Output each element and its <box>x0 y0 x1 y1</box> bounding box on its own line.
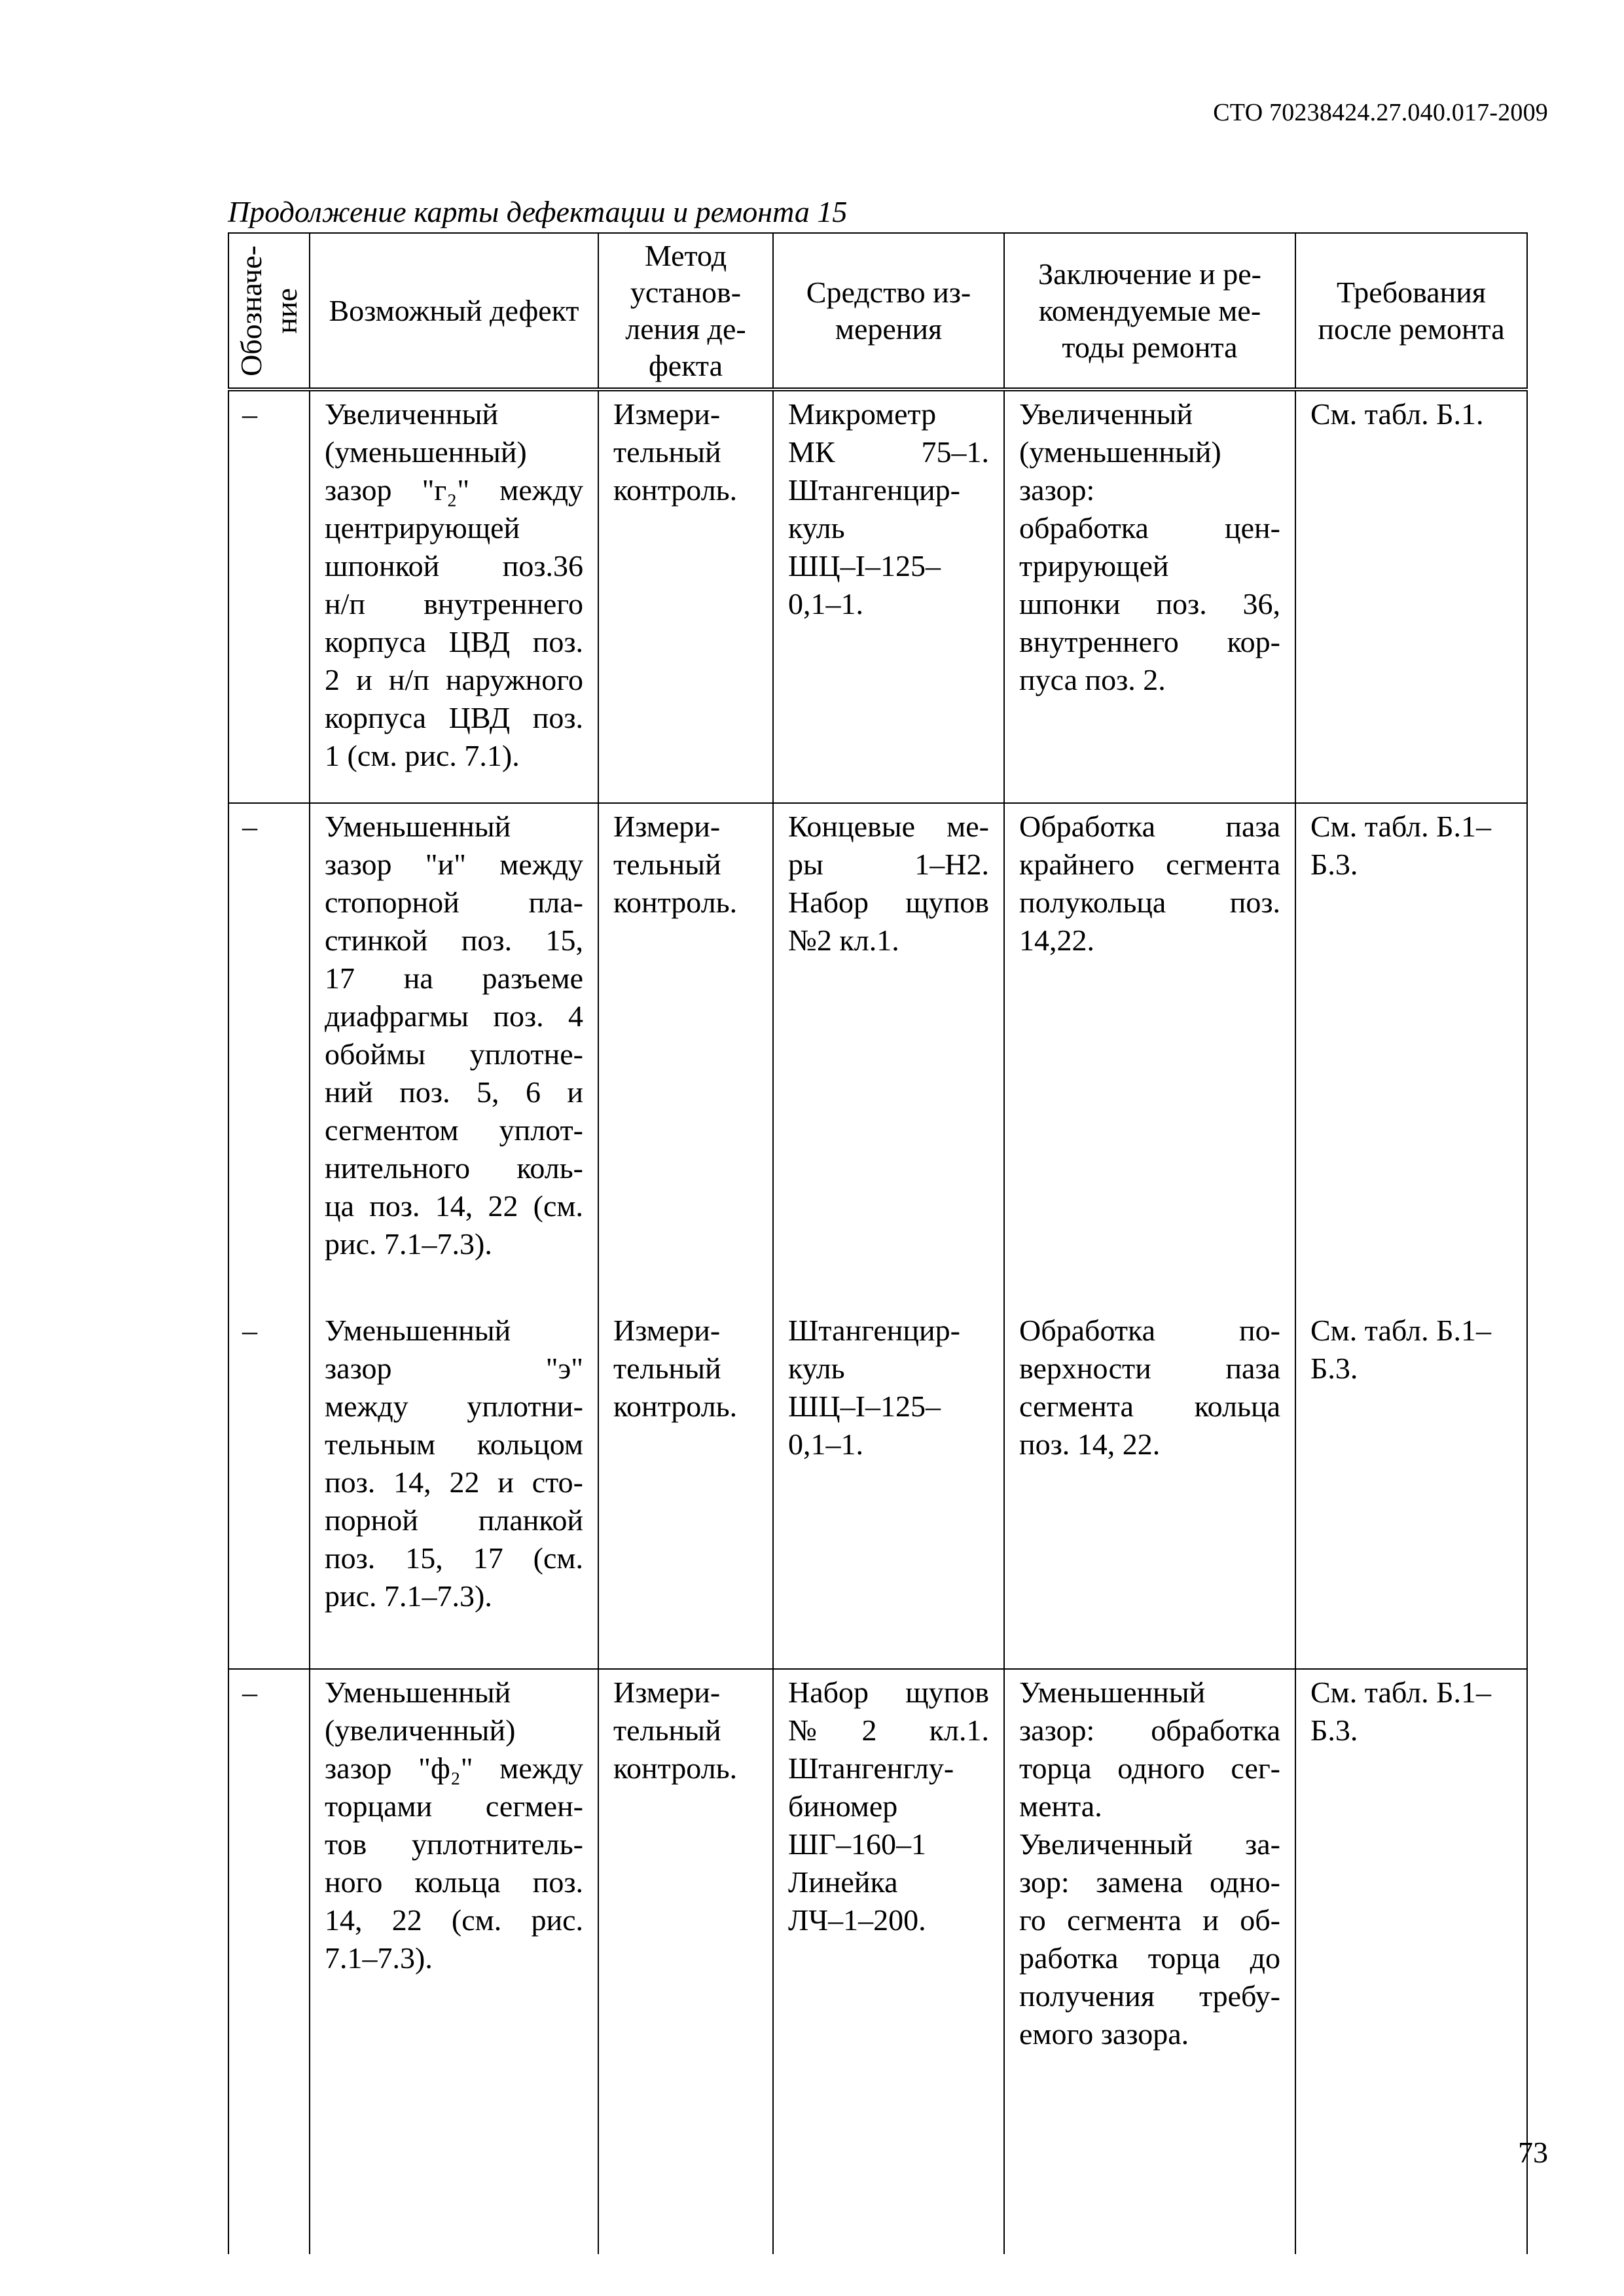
cell-line: №2 кл.1. <box>788 1713 989 1747</box>
cell-line: куль <box>788 511 845 545</box>
cell-line: работка торца до <box>1019 1941 1280 1975</box>
cell-line: рис. 7.1–7.3). <box>325 1227 492 1261</box>
cell-line: емого зазора. <box>1019 2017 1189 2051</box>
header-defect: Возможный дефект <box>310 233 598 389</box>
cell-line: тельный <box>613 435 721 469</box>
header-instrument: Средство из-мерения <box>773 233 1004 389</box>
cell-designation <box>228 1669 310 2254</box>
cell-line: тельным кольцом <box>325 1427 583 1461</box>
cell-instrument <box>773 803 1004 1308</box>
cell-line: Б.3. <box>1310 848 1358 881</box>
table-row <box>228 1669 1527 2254</box>
table-row <box>228 803 1527 1308</box>
cell-designation <box>228 1308 310 1669</box>
cell-requirements <box>1295 389 1527 803</box>
cell-line: Концевые ме- <box>788 810 989 843</box>
cell-line: зор: замена одно- <box>1019 1865 1280 1899</box>
cell-line: центрирующей <box>325 511 520 545</box>
table-body <box>228 389 1527 2254</box>
cell-line: ШЦ–I–125– <box>788 549 941 583</box>
cell-line: ШГ–160–1 <box>788 1827 926 1861</box>
page-number: 73 <box>1518 2136 1548 2169</box>
cell-line: получения требу- <box>1019 1979 1280 2013</box>
designation-text: – <box>242 397 257 431</box>
cell-line: 2 и н/п наружного <box>325 663 583 696</box>
cell-line: полукольца поз. <box>1019 886 1280 919</box>
cell-line: Набор щупов <box>788 886 989 919</box>
cell-line: МК 75–1. <box>788 435 989 469</box>
table-header-row <box>228 233 1527 389</box>
cell-designation <box>228 803 310 1308</box>
cell-instrument <box>773 1669 1004 2254</box>
cell-conclusion <box>1004 1308 1295 1669</box>
cell-method <box>598 803 773 1308</box>
cell-line: поз. 15, 17 (см. <box>325 1541 583 1575</box>
cell-line: нительного коль- <box>325 1151 583 1185</box>
table-row <box>228 389 1527 803</box>
header-method: Метод установ-ления де-фекта <box>598 233 773 389</box>
cell-conclusion <box>1004 1669 1295 2254</box>
cell-requirements <box>1295 803 1527 1308</box>
cell-line: тельный <box>613 1713 721 1747</box>
cell-line: Увеличенный за- <box>1019 1827 1280 1861</box>
cell-line: (уменьшенный) <box>325 435 527 469</box>
cell-line: корпуса ЦВД поз. <box>325 701 583 734</box>
cell-line: мента. <box>1019 1789 1102 1823</box>
cell-line: внутреннего кор- <box>1019 625 1280 658</box>
cell-line: См. табл. Б.1– <box>1310 1314 1491 1347</box>
cell-requirements <box>1295 1308 1527 1669</box>
cell-line: См. табл. Б.1. <box>1310 397 1484 431</box>
cell-line: См. табл. Б.1– <box>1310 810 1491 843</box>
cell-line: сегмента кольца <box>1019 1390 1280 1423</box>
cell-line: контроль. <box>613 1390 738 1423</box>
header-conclusion: Заключение и ре-комендуемые ме-тоды ремонта <box>1004 233 1295 389</box>
cell-line: зазор "и" между <box>325 848 583 881</box>
cell-line: тельный <box>613 848 721 881</box>
cell-line: тов уплотнитель- <box>325 1827 583 1861</box>
cell-line: пуса поз. 2. <box>1019 663 1166 696</box>
header-designation-label: Обозначе-ние <box>234 245 303 376</box>
cell-line: См. табл. Б.1– <box>1310 1676 1491 1709</box>
cell-conclusion <box>1004 803 1295 1308</box>
cell-method <box>598 1669 773 2254</box>
cell-line: контроль. <box>613 1751 738 1785</box>
cell-line: поз. 14, 22. <box>1019 1427 1161 1461</box>
defect-repair-table <box>228 232 1528 2254</box>
cell-line: обработка цен- <box>1019 511 1280 545</box>
cell-line: стопорной пла- <box>325 886 583 919</box>
cell-instrument <box>773 1308 1004 1669</box>
table-row <box>228 1308 1527 1669</box>
cell-line: верхности паза <box>1019 1352 1280 1385</box>
cell-line: торца одного сег- <box>1019 1751 1280 1785</box>
cell-line: торцами сегмен- <box>325 1789 583 1823</box>
cell-line: шпонкой поз.36 <box>325 549 583 583</box>
designation-text: – <box>242 1676 257 1709</box>
cell-line: Набор щупов <box>788 1676 989 1709</box>
cell-line: Штангенглу- <box>788 1751 954 1785</box>
cell-line: Измери- <box>613 1314 721 1347</box>
cell-line: Уменьшенный <box>325 1314 511 1347</box>
table-caption: Продолжение карты дефектации и ремонта 15 <box>228 195 848 228</box>
cell-line: 0,1–1. <box>788 1427 863 1461</box>
cell-line: Б.3. <box>1310 1713 1358 1747</box>
cell-line: Увеличенный <box>325 397 499 431</box>
cell-line: 14, 22 (см. рис. <box>325 1903 583 1937</box>
cell-line: куль <box>788 1352 845 1385</box>
cell-line: Обработка паза <box>1019 810 1280 843</box>
cell-line: Микрометр <box>788 397 937 431</box>
cell-line: биномер <box>788 1789 898 1823</box>
cell-line: рис. 7.1–7.3). <box>325 1579 492 1613</box>
cell-line: контроль. <box>613 473 738 507</box>
cell-line: Линейка <box>788 1865 898 1899</box>
cell-defect <box>310 389 598 803</box>
cell-line: ного кольца поз. <box>325 1865 583 1899</box>
cell-method <box>598 389 773 803</box>
cell-line: диафрагмы поз. 4 <box>325 999 583 1033</box>
cell-line: Уменьшенный <box>1019 1676 1206 1709</box>
cell-line: го сегмента и об- <box>1019 1903 1280 1937</box>
document-code: СТО 70238424.27.040.017-2009 <box>1213 99 1548 126</box>
cell-instrument <box>773 389 1004 803</box>
defect-table-wrapper <box>228 232 1526 2124</box>
cell-line: н/п внутреннего <box>325 587 583 620</box>
cell-line: 7.1–7.3). <box>325 1941 433 1975</box>
cell-line: поз. 14, 22 и сто- <box>325 1465 583 1499</box>
cell-line: (уменьшенный) <box>1019 435 1221 469</box>
cell-line: контроль. <box>613 886 738 919</box>
cell-line: 1 (см. рис. 7.1). <box>325 739 520 772</box>
cell-line: зазор: обработка <box>1019 1713 1280 1747</box>
cell-line: Измери- <box>613 1676 721 1709</box>
cell-line: ШЦ–I–125– <box>788 1390 941 1423</box>
cell-line: зазор: <box>1019 473 1095 507</box>
cell-defect <box>310 1308 598 1669</box>
cell-defect <box>310 1669 598 2254</box>
cell-defect <box>310 803 598 1308</box>
cell-designation <box>228 389 310 803</box>
cell-line: зазор "ф₂" между <box>325 1751 583 1785</box>
cell-line: зазор "э" <box>325 1352 583 1385</box>
cell-line: Б.3. <box>1310 1352 1358 1385</box>
header-requirements: Требования после ремонта <box>1295 233 1527 389</box>
cell-line: обоймы уплотне- <box>325 1037 583 1071</box>
cell-line: сегментом уплот- <box>325 1113 583 1147</box>
cell-line: крайнего сегмента <box>1019 848 1280 881</box>
cell-line: Измери- <box>613 397 721 431</box>
cell-line: 0,1–1. <box>788 587 863 620</box>
cell-line: ЛЧ–1–200. <box>788 1903 926 1937</box>
designation-text: – <box>242 1314 257 1347</box>
cell-line: ца поз. 14, 22 (см. <box>325 1189 583 1223</box>
cell-line: Увеличенный <box>1019 397 1193 431</box>
cell-line: ний поз. 5, 6 и <box>325 1075 583 1109</box>
cell-line: 14,22. <box>1019 924 1094 957</box>
cell-line: Измери- <box>613 810 721 843</box>
cell-line: корпуса ЦВД поз. <box>325 625 583 658</box>
designation-text: – <box>242 810 257 843</box>
cell-line: трирующей <box>1019 549 1169 583</box>
cell-line: стинкой поз. 15, <box>325 924 583 957</box>
cell-line: 17 на разъеме <box>325 961 583 995</box>
cell-conclusion <box>1004 389 1295 803</box>
cell-line: №2 кл.1. <box>788 924 899 957</box>
cell-line: Обработка по- <box>1019 1314 1280 1347</box>
cell-line: шпонки поз. 36, <box>1019 587 1280 620</box>
cell-line: Уменьшенный <box>325 1676 511 1709</box>
cell-line: тельный <box>613 1352 721 1385</box>
header-designation <box>228 233 310 389</box>
cell-line: зазор "г₂" между <box>325 473 583 507</box>
cell-line: между уплотни- <box>325 1390 583 1423</box>
cell-line: порной планкой <box>325 1503 583 1537</box>
cell-line: Штангенцир- <box>788 1314 960 1347</box>
cell-line: Штангенцир- <box>788 473 960 507</box>
cell-method <box>598 1308 773 1669</box>
cell-line: ры 1–Н2. <box>788 848 989 881</box>
cell-line: (увеличенный) <box>325 1713 516 1747</box>
cell-line: Уменьшенный <box>325 810 511 843</box>
